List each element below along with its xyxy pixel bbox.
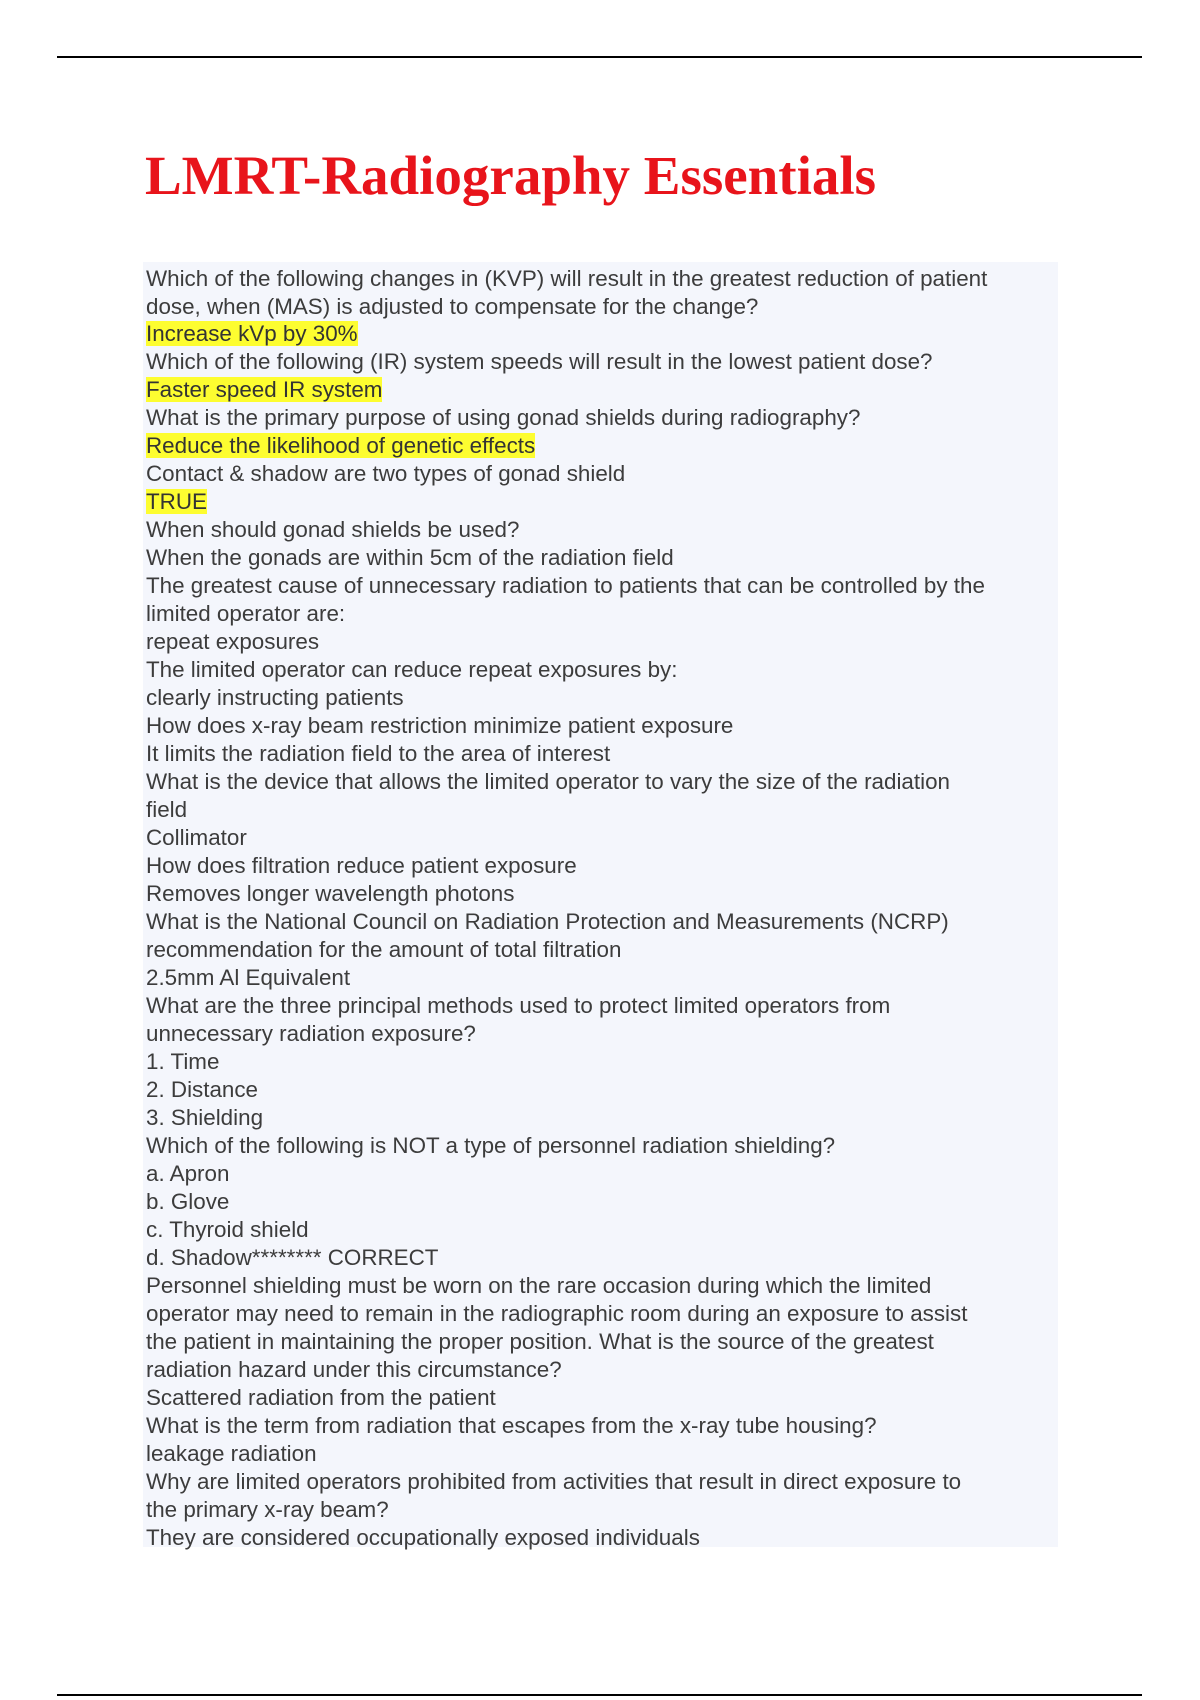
- question-line: Personnel shielding must be worn on the rare occasion during which the limited: [146, 1273, 932, 1298]
- question-line: How does x-ray beam restriction minimize patient exposure: [146, 713, 734, 738]
- question-line: limited operator are:: [146, 601, 346, 626]
- bottom-divider: [57, 1694, 1142, 1696]
- question-line: dose, when (MAS) is adjusted to compensate for the change?: [146, 294, 759, 319]
- answer-line: It limits the radiation field to the area of interest: [146, 741, 611, 766]
- option-line: a. Apron: [146, 1161, 230, 1186]
- document-body: [146, 265, 1058, 1552]
- question-line: radiation hazard under this circumstance?: [146, 1357, 562, 1382]
- option-line: c. Thyroid shield: [146, 1217, 309, 1242]
- highlighted-answer: Increase kVp by 30%: [146, 321, 358, 346]
- answer-line: They are considered occupationally exposed individuals: [146, 1525, 700, 1550]
- question-line: What are the three principal methods used to protect limited operators from: [146, 993, 891, 1018]
- answer-line: 1. Time: [146, 1049, 220, 1074]
- question-line: field: [146, 797, 188, 822]
- question-line: What is the device that allows the limited operator to vary the size of the radiation: [146, 769, 950, 794]
- question-line: Which of the following (IR) system speeds will result in the lowest patient dose?: [146, 349, 933, 374]
- question-line: The greatest cause of unnecessary radiation to patients that can be controlled by the: [146, 573, 985, 598]
- answer-line: 2.5mm Al Equivalent: [146, 965, 351, 990]
- answer-line: Scattered radiation from the patient: [146, 1385, 496, 1410]
- option-line: b. Glove: [146, 1189, 230, 1214]
- question-line: What is the term from radiation that escapes from the x-ray tube housing?: [146, 1413, 877, 1438]
- question-line: Contact & shadow are two types of gonad shield: [146, 461, 626, 486]
- answer-line: clearly instructing patients: [146, 685, 404, 710]
- question-line: the primary x-ray beam?: [146, 1497, 389, 1522]
- question-line: the patient in maintaining the proper position. What is the source of the greatest: [146, 1329, 934, 1354]
- highlighted-answer: Faster speed IR system: [146, 377, 383, 402]
- question-line: The limited operator can reduce repeat exposures by:: [146, 657, 678, 682]
- question-line: operator may need to remain in the radiographic room during an exposure to assist: [146, 1301, 968, 1326]
- document-title: LMRT-Radiography Essentials: [145, 145, 877, 206]
- question-line: What is the National Council on Radiation Protection and Measurements (NCRP): [146, 909, 949, 934]
- question-line: unnecessary radiation exposure?: [146, 1021, 476, 1046]
- question-line: What is the primary purpose of using gonad shields during radiography?: [146, 405, 861, 430]
- highlighted-answer: Reduce the likelihood of genetic effects: [146, 433, 536, 458]
- question-line: How does filtration reduce patient exposure: [146, 853, 577, 878]
- answer-line: When the gonads are within 5cm of the radiation field: [146, 545, 674, 570]
- question-line: Which of the following is NOT a type of personnel radiation shielding?: [146, 1133, 836, 1158]
- answer-line: repeat exposures: [146, 629, 320, 654]
- option-line: d. Shadow******** CORRECT: [146, 1245, 439, 1270]
- question-line: When should gonad shields be used?: [146, 517, 520, 542]
- highlighted-answer: TRUE: [146, 489, 207, 514]
- answer-line: leakage radiation: [146, 1441, 317, 1466]
- answer-line: Collimator: [146, 825, 247, 850]
- answer-line: Removes longer wavelength photons: [146, 881, 515, 906]
- top-divider: [57, 56, 1142, 58]
- question-line: Which of the following changes in (KVP) will result in the greatest reduction of patient: [146, 266, 988, 291]
- answer-line: 3. Shielding: [146, 1105, 264, 1130]
- question-line: recommendation for the amount of total filtration: [146, 937, 622, 962]
- question-line: Why are limited operators prohibited from activities that result in direct exposure to: [146, 1469, 962, 1494]
- answer-line: 2. Distance: [146, 1077, 259, 1102]
